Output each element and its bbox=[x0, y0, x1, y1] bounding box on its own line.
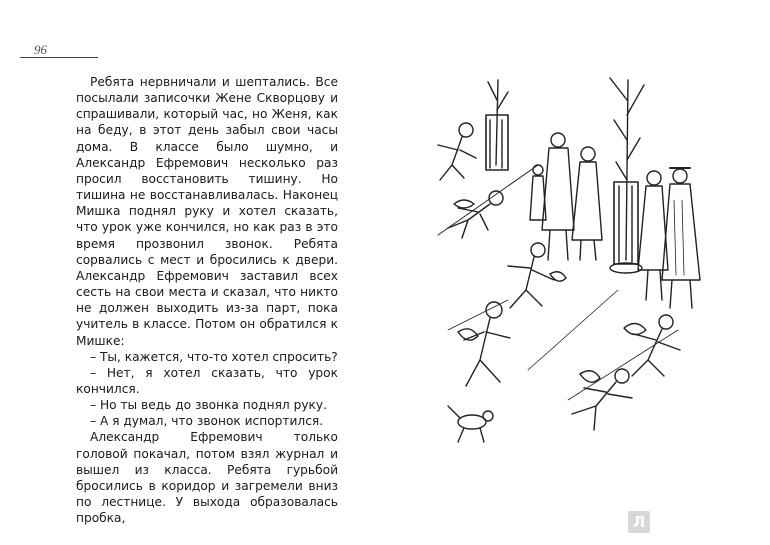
header-rule bbox=[20, 57, 98, 58]
paragraph: Александр Ефремович только головой покачал, потом взял журнал и вышел из класса. Ребята гурьбой бросились в коридор и загремели вниз по лестнице. У выхода образовалась пробка, bbox=[76, 430, 338, 526]
publisher-logo-letter: Л bbox=[632, 513, 646, 531]
child-lower-right bbox=[624, 315, 680, 376]
paragraph: Ребята нервничали и шептались. Все посылали записочки Жене Скворцову и спрашивали, который час, но Женя, как на беду, в этот день забыл свои часы дома. В классе было шумно, и Александр Ефремович несколько раз просил восстановить тишину. Но тишина не восстанавливалась. Наконец Мишка поднял руку и хотел сказать, что урок уже кончился, но как раз в это время прозвонил звонок. Ребята сорвались с мест и бросились к двери. Александр Ефремович заставил всех сесть на свои места и сказал, что никто не должен выходить из-за парт, пока учитель в классе. Потом он обратился к Мишке: bbox=[76, 75, 338, 348]
child-center-running bbox=[508, 243, 566, 308]
dialog-line: – Но ты ведь до звонка поднял руку. bbox=[90, 398, 327, 413]
tree-left bbox=[486, 80, 508, 170]
child-top-left bbox=[438, 123, 476, 180]
text-column bbox=[76, 74, 338, 526]
dialog-line: – Ты, кажется, что-то хотел спросить? bbox=[90, 349, 338, 364]
publisher-logo bbox=[628, 511, 650, 533]
child-falling bbox=[448, 191, 503, 238]
couple-right bbox=[638, 168, 700, 308]
dog bbox=[448, 406, 493, 442]
page-number: 96 bbox=[34, 42, 47, 57]
dialog-line: – А я думал, что звонок испортился. bbox=[90, 414, 324, 429]
dialog-line: – Нет, я хотел сказать, что урок кончился. bbox=[76, 365, 338, 396]
illustration-children-running bbox=[418, 70, 718, 470]
child-lower-left bbox=[458, 302, 510, 386]
adults-group bbox=[530, 133, 602, 260]
tree-right bbox=[610, 78, 644, 273]
